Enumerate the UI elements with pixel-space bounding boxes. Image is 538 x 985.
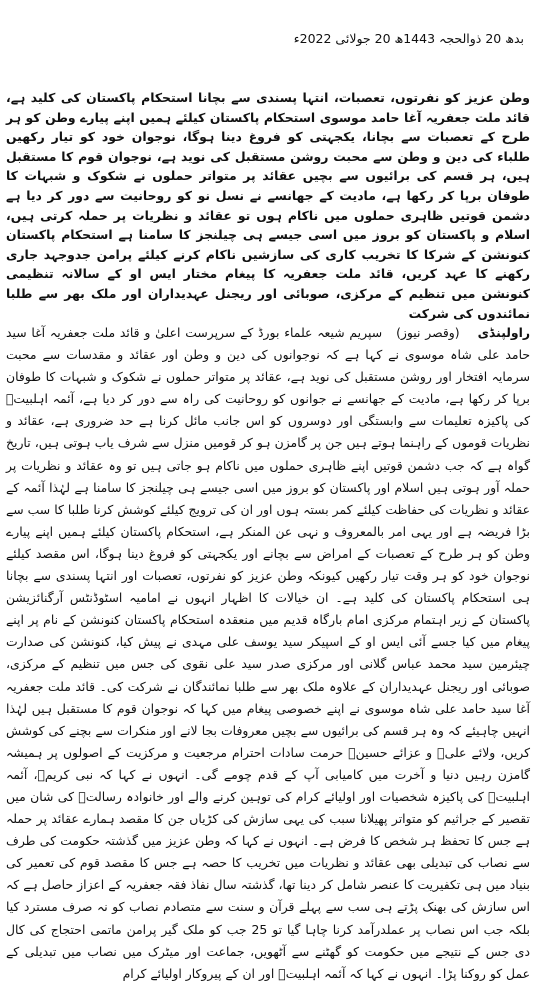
article-body <box>6 322 530 985</box>
dateline: بدھ 20 ذوالحجہ 1443ھ 20 جولائی 2022ء <box>293 31 524 46</box>
article-paragraph <box>6 322 530 985</box>
article-text: سپریم شیعہ علماء بورڈ کے سرپرست اعلیٰ و قائد ملت جعفریہ آغا سید حامد علی شاہ موسوی نے کہا ہے کہ نوجوانوں کی دین و وطن اور عقائد و مقدسات سے محبت سرمایہ افتخار اور روشن مستقبل کی نوید ہے، عقائد پر متواتر حملوں نے شکوک و شبہات کا طوفان برپا کر رکھا ہے، مادیت کے جھانسے نے جوانوں کو روحانیت کی راہ سے دور کر دیا ہے، آئمہ اہلبیتؑ کی پاکیزہ تعلیمات سے وابستگی اور دوسروں کو اس جانب مائل کرنا ہے حد ضروری ہے، عقائد و نظریات قوموں کے راہنما ہوتے ہیں جن پر گامزن ہو کر قومیں منزل سے شرف یاب ہوتی ہیں، تاریخ گواہ ہے کہ جب دشمن قوتیں اپنے ظاہری حملوں میں ناکام ہو جاتی ہیں تو وہ عقائد و نظریات پر حملہ آور ہوتی ہیں اسلام اور پاکستان کو بروز میں اسی جیسے ہی چیلنجز کا سامنا ہے لہٰذا آئمہ کے عقائد و نظریات کی حفاظت کیلئے کمر بستہ ہوں اور ان کی ترویج کیلئے کوشش کرنا طلبا کا سب سے بڑا فریضہ ہے اور یہی امر بالمعروف و نہی عن المنکر ہے، استحکام پاکستان کیلئے ہمیں اپنے پیارے وطن کو ہر طرح کے تعصبات کے امراض سے بچانے اور یکجہتی کو فروغ دینا ہوگا، اس مقصد کیلئے نوجوان خود کو ہر وقت تیار رکھیں کیونکہ وطن عزیز کو نفرتوں، تعصبات اور انتہا پسندی سے بچانا ہی استحکام پاکستان کی کلید ہے۔ ان خیالات کا اظہار انہوں نے امامیہ اسٹوڈنٹس آرگنائزیشن پاکستان کے زیر اہتمام مرکزی امام بارگاہ قدیم میں منعقدہ استحکام پاکستان کنونشن کے نام پر اپنے پیغام میں کیا جسے آئی ایس او کے اسپیکر سید یوسف علی مہدی نے پیش کیا، کنونشن کی صدارت چیئرمین سید محمد عباس گلانی اور مرکزی صدر سید علی نقوی کی جس میں تنظیم کے مرکزی، صوبائی اور ریجنل عہدیداران کے علاوہ ملک بھر سے طلبا نمائندگان نے شرکت کی۔ قائد ملت جعفریہ آغا سید حامد علی شاہ موسوی نے اپنے خصوصی پیغام میں کہا کہ نوجوان قوم کا مستقبل ہیں لہٰذا انہیں چاہیئے کہ وہ ہر قسم کی برائیوں سے بچیں معروفات بجا لانے اور منکرات سے بچنے کی کوشش کریں، ولائے علیؑ و عزائے حسینؑ حرمت سادات احترام مرجعیت و مرکزیت کے اصولوں پر ہمیشہ گامزن رہیں دنیا و آخرت میں کامیابی آپ کے قدم چومے گی۔ انہوں نے کہا کہ نبی کریمؐ، آئمہ اہلبیتؑ کی پاکیزہ شخصیات اور اولیائے کرام کی توہین کرنے والے اور خانوادہ رسالتؐ کی شان میں تقصیر کے جراثیم کو متواتر پھیلانا سبب کی یہی سازش کی کڑیاں جن کا مقصد ہمارے عقائد پر حملہ ہے جس کا تحفظ ہر شخص کا فرض ہے۔ انہوں نے کہا کہ وطن عزیز میں گذشتہ حکومت کی طرف سے نصاب کی تبدیلی بھی عقائد و نظریات میں تخریب کا حصہ ہے جس کا مقصد قوم کی تعمیر کی بنیاد میں ہی تکفیریت کا عنصر شامل کر دینا تھا، گذشتہ سال نفاذ فقہ جعفریہ کے اعزاز حاصل ہے کہ اس سازش کی بھنک پڑتے ہی سب سے پہلے قرآن و سنت سے متصادم نصاب کو نہ صرف مسترد کیا بلکہ جب اس نصاب پر عملدرآمد کرنا چاہا گیا تو 25 جب کو ملک گیر پرامن ماتمی احتجاج کی کال دی جس کے نتیجے میں حکومت کو گھٹنے سے آٹھویں، جماعت اور میٹرک میں نصاب میں تبدیلی کے عمل کو روکنا پڑا۔ انہوں نے کہا کہ آئمہ اہلبیتؑ اور ان کے پیروکار اولیائے کرام <box>6 325 530 981</box>
headline-block <box>6 88 530 323</box>
dateline-place: راولپنڈی <box>477 325 530 340</box>
headline-text: وطن عزیز کو نفرتوں، تعصبات، انتہا پسندی سے بچانا استحکام پاکستان کی کلید ہے، قائد ملت جعفریہ آغا حامد موسوی استحکام پاکستان کیلئے ہمیں اپنے پیارے وطن کو ہر طرح کے تعصبات سے بچانا، یکجہتی کو فروغ دینا ہوگا، نوجوان خود کو تیار رکھیں طلباء کی دین و وطن سے محبت روشن مستقبل کی نوید ہے، نوجوان قوم کا مستقبل ہیں، ہر قسم کی برائیوں سے بچیں عقائد پر متواتر حملوں نے شکوک و شبہات کا طوفان برپا کر رکھا ہے، مادیت کے جھانسے نے نسل نو کو روحانیت سے دور کر دیا ہے دشمن قوتیں ظاہری حملوں میں ناکام ہوں تو عقائد و نظریات پر حملہ کرتی ہیں، اسلام و پاکستان کو بروز میں اسی جیسے ہی چیلنجز کا سامنا ہے استحکام پاکستان کنونشن کے شرکا کا تخریب کاری کی سازشیں ناکام کرنے کیلئے پرامن جدوجہد جاری رکھنے کا عہد کریں، قائد ملت جعفریہ کا پیغام مختار ایس او کے سالانہ تنظیمی کنونشن میں تنظیم کے مرکزی، صوبائی اور ریجنل عہدیداران اور ملک بھر سے طلبا نمائندوں کی شرکت <box>6 90 530 321</box>
news-agency: (وقصر نیوز) <box>396 325 460 340</box>
